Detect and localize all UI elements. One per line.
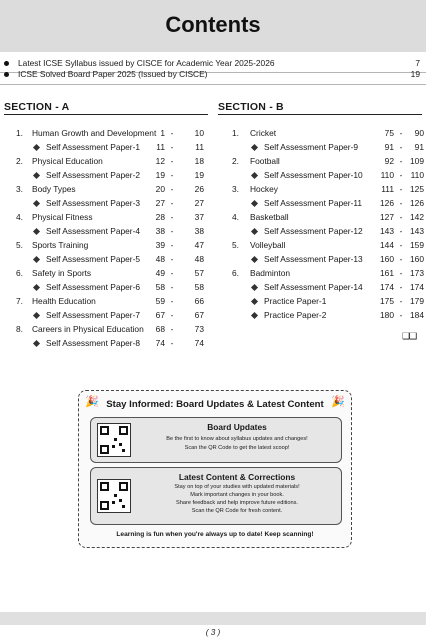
- chapter-title: Health Education: [32, 296, 96, 306]
- page-range-dash: -: [399, 142, 403, 152]
- diamond-bullet-icon: [251, 284, 258, 291]
- page-from: 92: [384, 156, 394, 166]
- chapter-number: 3.: [16, 184, 23, 194]
- chapter-title: Human Growth and Development: [32, 128, 157, 138]
- page-from: 28: [155, 212, 165, 222]
- section-a-heading: SECTION - A: [4, 101, 70, 113]
- page-range-dash: -: [170, 212, 174, 222]
- page-from: 74: [155, 338, 165, 348]
- board-updates-line: Be the first to know about syllabus updates and changes!: [166, 436, 308, 442]
- page-range-dash: -: [170, 296, 174, 306]
- paper-title: Self Assessment Paper-3: [46, 198, 141, 208]
- diamond-bullet-icon: [251, 228, 258, 235]
- page-from: 68: [155, 324, 165, 334]
- page-range-dash: -: [170, 338, 174, 348]
- page-to: 143: [410, 226, 424, 236]
- toc-chapter-row[interactable]: [232, 239, 426, 253]
- page-to: 19: [194, 170, 204, 180]
- page-from: 38: [155, 226, 165, 236]
- stay-informed-box: [78, 390, 352, 548]
- toc-paper-row[interactable]: [232, 197, 426, 211]
- section-b-heading: SECTION - B: [218, 101, 284, 113]
- qr-code-icon[interactable]: [97, 479, 131, 513]
- page-range-dash: -: [399, 170, 403, 180]
- page-from: 1: [160, 128, 165, 138]
- latest-content-line: Stay on top of your studies with updated materials!: [174, 484, 300, 490]
- toc-paper-row[interactable]: [232, 169, 426, 183]
- page-to: 57: [194, 268, 204, 278]
- end-mark: ❑❑: [402, 331, 417, 341]
- page-to: 159: [410, 240, 424, 250]
- page-range-dash: -: [399, 296, 403, 306]
- chapter-number: 6.: [232, 268, 239, 278]
- toc-paper-row[interactable]: [232, 295, 426, 309]
- chapter-title: Physical Education: [32, 156, 103, 166]
- toc-paper-row[interactable]: [232, 281, 426, 295]
- entry-title: ICSE Solved Board Paper 2025 (Issued by CISCE): [18, 69, 208, 79]
- latest-content-line: Mark important changes in your book.: [190, 492, 284, 498]
- tagline: Learning is fun when you're always up to date! Keep scanning!: [116, 531, 314, 538]
- page-range-dash: -: [170, 198, 174, 208]
- page-from: 12: [155, 156, 165, 166]
- chapter-number: 1.: [232, 128, 239, 138]
- page-to: 73: [194, 324, 204, 334]
- latest-content-line: Scan the QR Code for fresh content.: [191, 508, 283, 514]
- toc-chapter-row[interactable]: [16, 211, 208, 225]
- page-title: Contents: [165, 12, 261, 37]
- page-from: 19: [155, 170, 165, 180]
- divider: [0, 84, 426, 85]
- paper-title: Practice Paper-2: [264, 310, 327, 320]
- page-to: 126: [410, 198, 424, 208]
- chapter-title: Football: [250, 156, 280, 166]
- footer-band: [0, 612, 426, 625]
- chapter-title: Badminton: [250, 268, 291, 278]
- page-range-dash: -: [170, 310, 174, 320]
- toc-chapter-row[interactable]: [232, 183, 426, 197]
- toc-paper-row[interactable]: [16, 281, 208, 295]
- toc-paper-row[interactable]: [16, 169, 208, 183]
- page-range-dash: -: [170, 226, 174, 236]
- toc-chapter-row[interactable]: [16, 323, 208, 337]
- page-range-dash: -: [399, 156, 403, 166]
- diamond-bullet-icon: [251, 298, 258, 305]
- page-range-dash: -: [170, 142, 174, 152]
- page-range-dash: -: [170, 282, 174, 292]
- latest-content-title: Latest Content & Corrections: [178, 472, 296, 482]
- page-from: 39: [155, 240, 165, 250]
- paper-title: Self Assessment Paper-14: [264, 282, 363, 292]
- chapter-number: 2.: [232, 156, 239, 166]
- page-to: 142: [410, 212, 424, 222]
- page-range-dash: -: [399, 254, 403, 264]
- entry-page: 7: [415, 58, 420, 68]
- diamond-bullet-icon: [251, 256, 258, 263]
- toc-chapter-row[interactable]: [232, 211, 426, 225]
- section-a-rule: [4, 114, 208, 115]
- page-range-dash: -: [399, 268, 403, 278]
- info-box-title: Stay Informed: Board Updates & Latest Content: [106, 399, 324, 410]
- toc-paper-row[interactable]: [16, 253, 208, 267]
- page-from: 58: [155, 282, 165, 292]
- toc-chapter-row[interactable]: [232, 127, 426, 141]
- paper-title: Self Assessment Paper-12: [264, 226, 363, 236]
- diamond-bullet-icon: [33, 228, 40, 235]
- page-range-dash: -: [399, 128, 403, 138]
- page-to: 125: [410, 184, 424, 194]
- diamond-bullet-icon: [251, 312, 258, 319]
- page-from: 67: [155, 310, 165, 320]
- chapter-number: 2.: [16, 156, 23, 166]
- bullet-icon: [4, 72, 9, 77]
- page-from: 126: [380, 198, 394, 208]
- page-to: 67: [194, 310, 204, 320]
- page-range-dash: -: [399, 226, 403, 236]
- toc-paper-row[interactable]: [232, 141, 426, 155]
- page-to: 173: [410, 268, 424, 278]
- diamond-bullet-icon: [251, 172, 258, 179]
- page-from: 127: [380, 212, 394, 222]
- paper-title: Self Assessment Paper-7: [46, 310, 141, 320]
- chapter-title: Volleyball: [250, 240, 286, 250]
- chapter-number: 5.: [16, 240, 23, 250]
- toc-chapter-row[interactable]: [16, 267, 208, 281]
- chapter-title: Cricket: [250, 128, 277, 138]
- page-range-dash: -: [399, 282, 403, 292]
- entry-page: 19: [410, 69, 420, 79]
- paper-title: Self Assessment Paper-4: [46, 226, 141, 236]
- chapter-title: Safety in Sports: [32, 268, 92, 278]
- paper-title: Self Assessment Paper-2: [46, 170, 141, 180]
- toc-chapter-row[interactable]: [16, 127, 208, 141]
- page-to: 174: [410, 282, 424, 292]
- chapter-title: Body Types: [32, 184, 76, 194]
- paper-title: Self Assessment Paper-8: [46, 338, 141, 348]
- chapter-title: Sports Training: [32, 240, 89, 250]
- page-to: 74: [194, 338, 204, 348]
- chapter-title: Physical Fitness: [32, 212, 93, 222]
- paper-title: Self Assessment Paper-6: [46, 282, 141, 292]
- toc-chapter-row[interactable]: [16, 295, 208, 309]
- section-b-rule: [218, 114, 422, 115]
- diamond-bullet-icon: [33, 284, 40, 291]
- toc-paper-row[interactable]: [16, 309, 208, 323]
- page-range-dash: -: [170, 170, 174, 180]
- page-to: 38: [194, 226, 204, 236]
- page-to: 90: [414, 128, 424, 138]
- page-range-dash: -: [399, 240, 403, 250]
- paper-title: Self Assessment Paper-13: [264, 254, 363, 264]
- page-from: 174: [380, 282, 394, 292]
- toc-chapter-row[interactable]: [16, 239, 208, 253]
- page-from: 48: [155, 254, 165, 264]
- chapter-number: 7.: [16, 296, 23, 306]
- chapter-number: 4.: [232, 212, 239, 222]
- chapter-number: 6.: [16, 268, 23, 278]
- page-range-dash: -: [170, 254, 174, 264]
- page-to: 58: [194, 282, 204, 292]
- board-updates-card: [90, 417, 342, 463]
- page-from: 144: [380, 240, 394, 250]
- party-popper-icon: 🎉: [331, 396, 345, 408]
- page-to: 37: [194, 212, 204, 222]
- diamond-bullet-icon: [33, 172, 40, 179]
- diamond-bullet-icon: [251, 144, 258, 151]
- chapter-number: 3.: [232, 184, 239, 194]
- diamond-bullet-icon: [33, 256, 40, 263]
- page-to: 26: [194, 184, 204, 194]
- page-range-dash: -: [399, 310, 403, 320]
- page-range-dash: -: [399, 198, 403, 208]
- diamond-bullet-icon: [33, 340, 40, 347]
- toc-paper-row[interactable]: [16, 197, 208, 211]
- page-from: 75: [384, 128, 394, 138]
- page-range-dash: -: [170, 184, 174, 194]
- diamond-bullet-icon: [33, 312, 40, 319]
- page-number: ( 3 ): [205, 628, 221, 637]
- page-from: 180: [380, 310, 394, 320]
- toc-chapter-row[interactable]: [232, 267, 426, 281]
- page-from: 111: [381, 184, 394, 194]
- page-range-dash: -: [170, 156, 174, 166]
- chapter-number: 1.: [16, 128, 23, 138]
- page-range-dash: -: [170, 268, 174, 278]
- toc-chapter-row[interactable]: [16, 183, 208, 197]
- page-range-dash: -: [399, 184, 403, 194]
- toc-paper-row[interactable]: [232, 225, 426, 239]
- paper-title: Self Assessment Paper-5: [46, 254, 141, 264]
- page-from: 161: [380, 268, 394, 278]
- page-range-dash: -: [170, 128, 174, 138]
- page-from: 143: [380, 226, 394, 236]
- latest-content-line: Share feedback and help improve future editions.: [176, 500, 298, 506]
- chapter-number: 8.: [16, 324, 23, 334]
- latest-content-card: [90, 467, 342, 525]
- toc-entry-board-paper[interactable]: [4, 68, 422, 82]
- page-to: 47: [194, 240, 204, 250]
- page-to: 184: [410, 310, 424, 320]
- board-updates-title: Board Updates: [207, 422, 267, 432]
- paper-title: Self Assessment Paper-10: [264, 170, 363, 180]
- bullet-icon: [4, 61, 9, 66]
- paper-title: Self Assessment Paper-9: [264, 142, 359, 152]
- qr-code-icon[interactable]: [97, 423, 131, 457]
- toc-chapter-row[interactable]: [16, 155, 208, 169]
- page-to: 10: [194, 128, 204, 138]
- paper-title: Self Assessment Paper-11: [264, 198, 363, 208]
- toc-paper-row[interactable]: [16, 225, 208, 239]
- chapter-number: 4.: [16, 212, 23, 222]
- party-popper-icon: 🎉: [85, 396, 99, 408]
- diamond-bullet-icon: [33, 200, 40, 207]
- page-to: 160: [410, 254, 424, 264]
- page-to: 18: [194, 156, 204, 166]
- toc-paper-row[interactable]: [232, 309, 426, 323]
- paper-title: Practice Paper-1: [264, 296, 327, 306]
- page-to: 110: [410, 170, 424, 180]
- toc-paper-row[interactable]: [232, 253, 426, 267]
- toc-paper-row[interactable]: [16, 141, 208, 155]
- chapter-title: Careers in Physical Education: [32, 324, 144, 334]
- page-from: 20: [155, 184, 165, 194]
- page-from: 91: [384, 142, 394, 152]
- chapter-title: Basketball: [250, 212, 289, 222]
- board-updates-line: Scan the QR Code to get the latest scoop!: [184, 445, 290, 451]
- page-range-dash: -: [170, 240, 174, 250]
- page-from: 175: [380, 296, 394, 306]
- page-to: 109: [410, 156, 424, 166]
- page-to: 179: [410, 296, 424, 306]
- chapter-title: Hockey: [250, 184, 278, 194]
- page-to: 27: [194, 198, 204, 208]
- page-to: 91: [414, 142, 424, 152]
- page-to: 66: [194, 296, 204, 306]
- page-from: 59: [155, 296, 165, 306]
- page-from: 160: [380, 254, 394, 264]
- page-from: 49: [155, 268, 165, 278]
- toc-paper-row[interactable]: [16, 337, 208, 351]
- page-range-dash: -: [170, 324, 174, 334]
- page-to: 11: [195, 142, 204, 152]
- page-from: 27: [155, 198, 165, 208]
- page-range-dash: -: [399, 212, 403, 222]
- diamond-bullet-icon: [251, 200, 258, 207]
- page-from: 110: [380, 170, 394, 180]
- page-from: 11: [156, 142, 165, 152]
- entry-title: Latest ICSE Syllabus issued by CISCE for Academic Year 2025-2026: [18, 58, 275, 68]
- toc-chapter-row[interactable]: [232, 155, 426, 169]
- chapter-number: 5.: [232, 240, 239, 250]
- page-to: 48: [194, 254, 204, 264]
- paper-title: Self Assessment Paper-1: [46, 142, 141, 152]
- diamond-bullet-icon: [33, 144, 40, 151]
